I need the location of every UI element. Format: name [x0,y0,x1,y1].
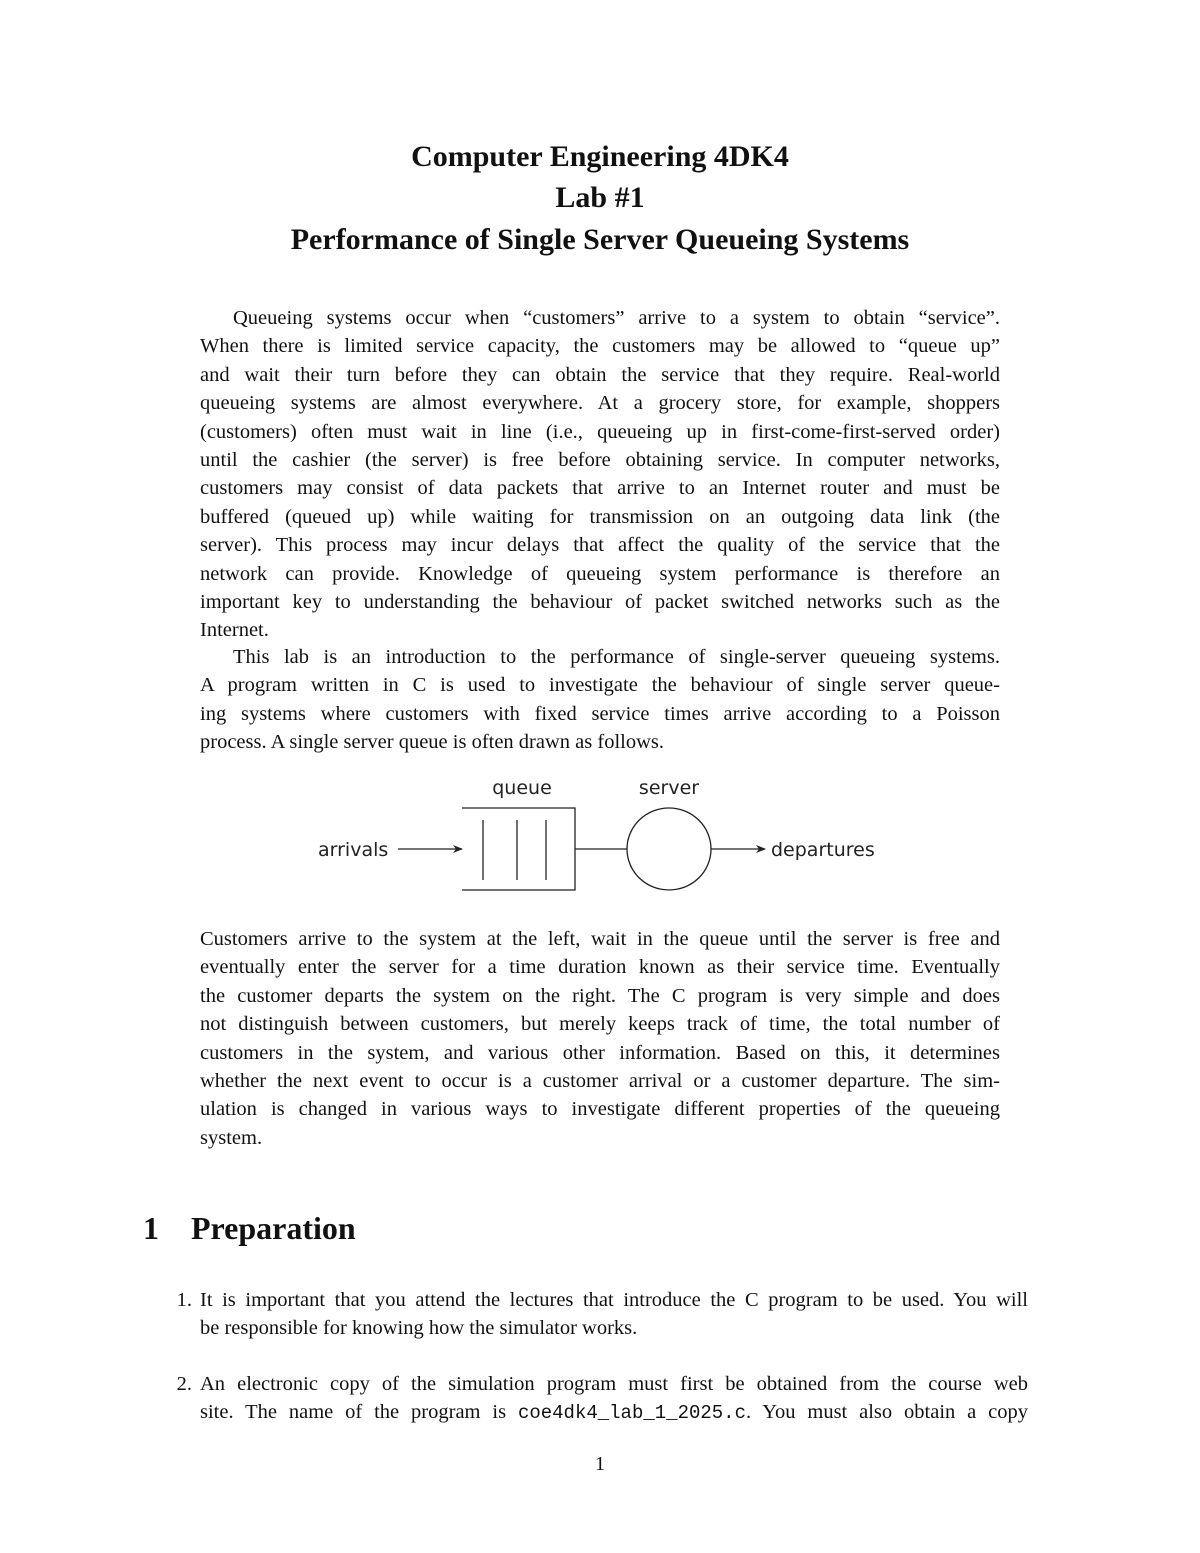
text-line: process. A single server queue is often drawn as follows. [200,731,664,754]
text-line: A program written in C is used to investigate the behaviour of single server queue- [200,674,1000,697]
list-item-number: 1. [176,1289,192,1311]
text-line: server). This process may incur delays that affect the quality of the service that the [200,534,1000,557]
text-fragment: . You must also obtain a copy [745,1401,1028,1424]
text-line: system. [200,1126,263,1149]
document-title-line2: Lab #1 [555,181,645,214]
text-line: customers may consist of data packets that arrive to an Internet router and must be [200,477,1000,500]
text-line: Queueing systems occur when “customers” arrive to a system to obtain “service”. [233,307,1000,329]
text-line: Customers arrive to the system at the left, wait in the queue until the server is free and [200,928,1000,950]
server-circle [627,808,711,890]
text-line: be responsible for knowing how the simulator works. [200,1317,638,1340]
text-line: whether the next event to occur is a customer arrival or a customer departure. The sim- [200,1070,1000,1093]
text-line: until the cashier (the server) is free before obtaining service. In computer networks, [200,449,1000,472]
section-number: 1 [143,1210,159,1246]
arrivals-label: arrivals [318,839,389,861]
program-filename: coe4dk4_lab_1_2025.c [517,1402,746,1425]
section-title: Preparation [191,1210,356,1246]
queue-box [462,808,575,890]
list-item-number: 2. [176,1373,192,1395]
text-line: and wait their turn before they can obtain the service that they require. Real-world [200,363,1000,386]
text-line: eventually enter the server for a time duration known as their service time. Eventually [200,956,1000,979]
text-line: (customers) often must wait in line (i.e., queueing up in first-come-first-served order) [200,420,1000,443]
document-title-line1: Computer Engineering 4DK4 [411,140,789,173]
server-label: server [638,777,700,799]
text-line: not distinguish between customers, but merely keeps track of time, the total number of [200,1013,1000,1036]
text-line: When there is limited service capacity, the customers may be allowed to “queue up” [200,335,1000,358]
text-line [200,1398,1028,1427]
text-line: ing systems where customers with fixed service times arrive according to a Poisson [200,702,1000,725]
departures-label: departures [771,839,875,861]
text-line: It is important that you attend the lectures that introduce the C program to be used. You will [200,1289,1028,1311]
text-line: Internet. [200,619,269,642]
section-heading-preparation [143,1210,356,1247]
text-line: important key to understanding the behaviour of packet switched networks such as the [200,591,1000,614]
text-line: This lab is an introduction to the performance of single-server queueing systems. [233,646,1000,668]
text-line: An electronic copy of the simulation program must first be obtained from the course web [200,1373,1028,1395]
text-line: the customer departs the system on the right. The C program is very simple and does [200,984,1000,1007]
text-line: network can provide. Knowledge of queueing system performance is therefore an [200,562,1000,585]
queue-label: queue [492,777,552,799]
document-title-line3: Performance of Single Server Queueing Systems [290,223,910,256]
text-line: queueing systems are almost everywhere. At a grocery store, for example, shoppers [200,392,1000,415]
page-number: 1 [595,1453,605,1475]
text-fragment: site. The name of the program is [200,1401,518,1424]
intro-paragraph-3 [200,925,1000,1152]
text-line: buffered (queued up) while waiting for transmission on an outgoing data link (the [200,505,1000,528]
text-line: customers in the system, and various other information. Based on this, it determines [200,1041,1000,1064]
text-line: ulation is changed in various ways to investigate different properties of the queueing [200,1098,1000,1121]
